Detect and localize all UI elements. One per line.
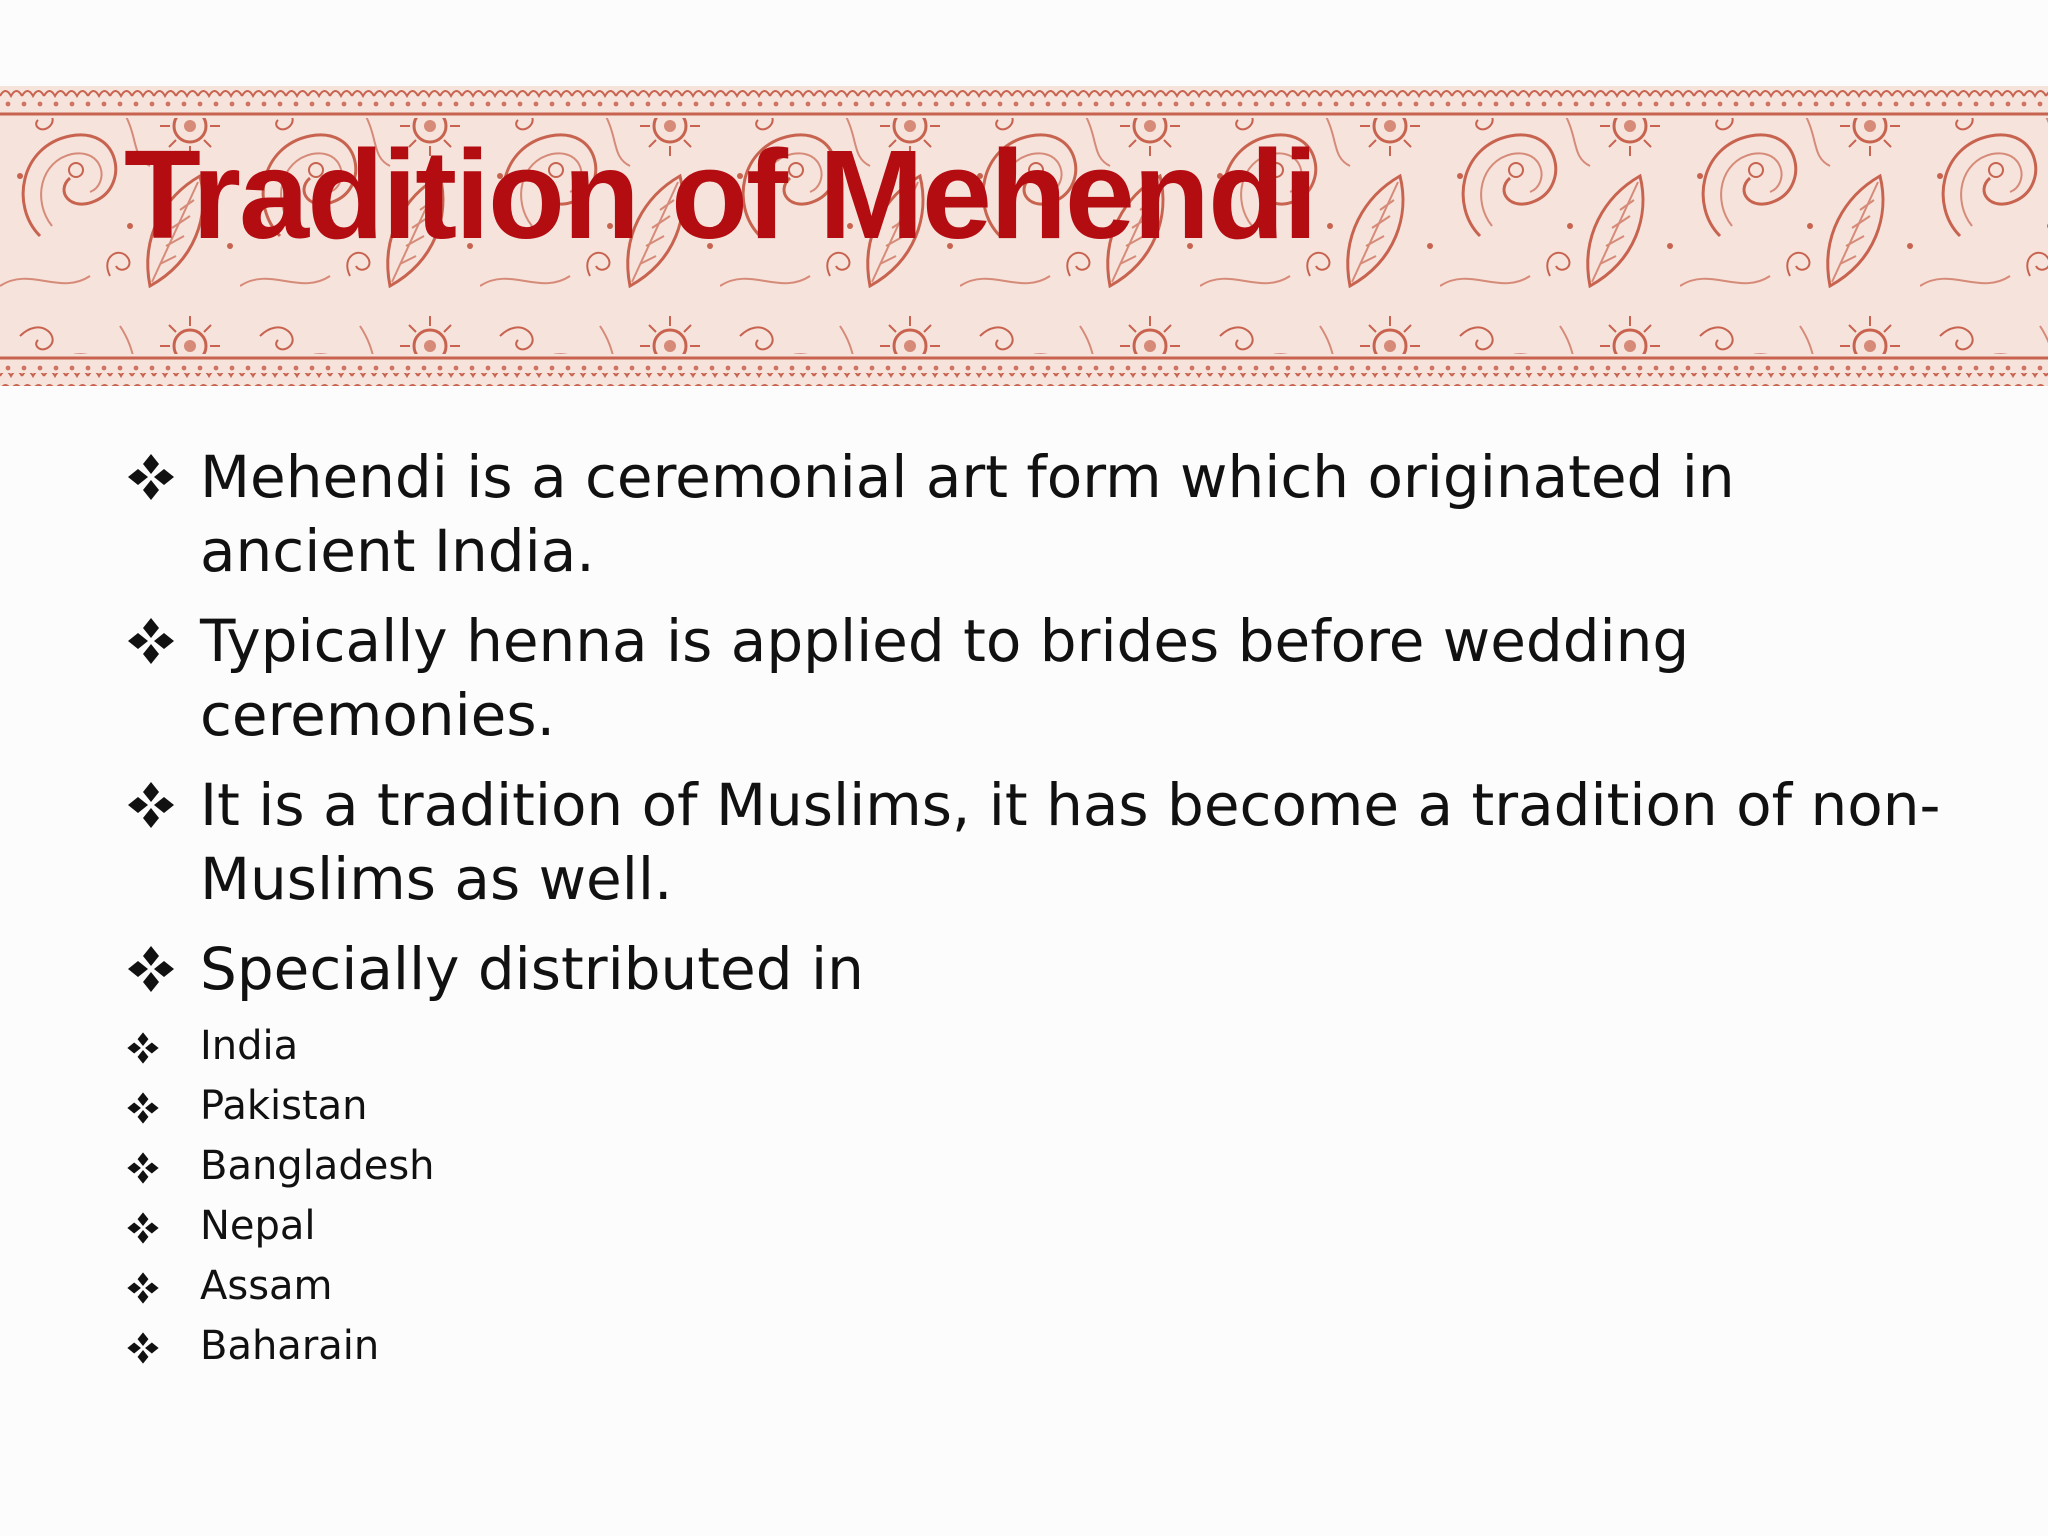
bullet-text: It is a tradition of Muslims, it has become a tradition of non-Muslims as well. — [200, 771, 1941, 913]
bullet-item — [126, 604, 1966, 752]
region-text: Baharain — [200, 1323, 380, 1369]
four-diamond-bullet-icon — [126, 452, 176, 502]
four-diamond-bullet-icon — [126, 1031, 160, 1065]
bullet-item — [126, 768, 1966, 916]
bullet-text: Specially distributed in — [200, 935, 864, 1003]
bullet-item — [126, 932, 1966, 1006]
region-text: Pakistan — [200, 1083, 368, 1129]
bullet-text: Typically henna is applied to brides before wedding ceremonies. — [200, 607, 1690, 749]
region-item — [126, 1256, 1966, 1316]
region-text: Nepal — [200, 1203, 316, 1249]
four-diamond-bullet-icon — [126, 1091, 160, 1125]
four-diamond-bullet-icon — [126, 1211, 160, 1245]
four-diamond-bullet-icon — [126, 944, 176, 994]
main-bullet-list — [126, 440, 1966, 1006]
region-text: India — [200, 1023, 299, 1069]
region-item — [126, 1136, 1966, 1196]
region-text: Assam — [200, 1263, 333, 1309]
region-item — [126, 1076, 1966, 1136]
region-item — [126, 1196, 1966, 1256]
four-diamond-bullet-icon — [126, 1151, 160, 1185]
slide-content — [126, 440, 1966, 1376]
region-list — [126, 1016, 1966, 1376]
region-item — [126, 1016, 1966, 1076]
region-item — [126, 1316, 1966, 1376]
four-diamond-bullet-icon — [126, 780, 176, 830]
slide-title: Tradition of Mehendi — [124, 124, 1316, 265]
four-diamond-bullet-icon — [126, 616, 176, 666]
region-text: Bangladesh — [200, 1143, 435, 1189]
four-diamond-bullet-icon — [126, 1331, 160, 1365]
bullet-item — [126, 440, 1966, 588]
four-diamond-bullet-icon — [126, 1271, 160, 1305]
bullet-text: Mehendi is a ceremonial art form which originated in ancient India. — [200, 443, 1735, 585]
